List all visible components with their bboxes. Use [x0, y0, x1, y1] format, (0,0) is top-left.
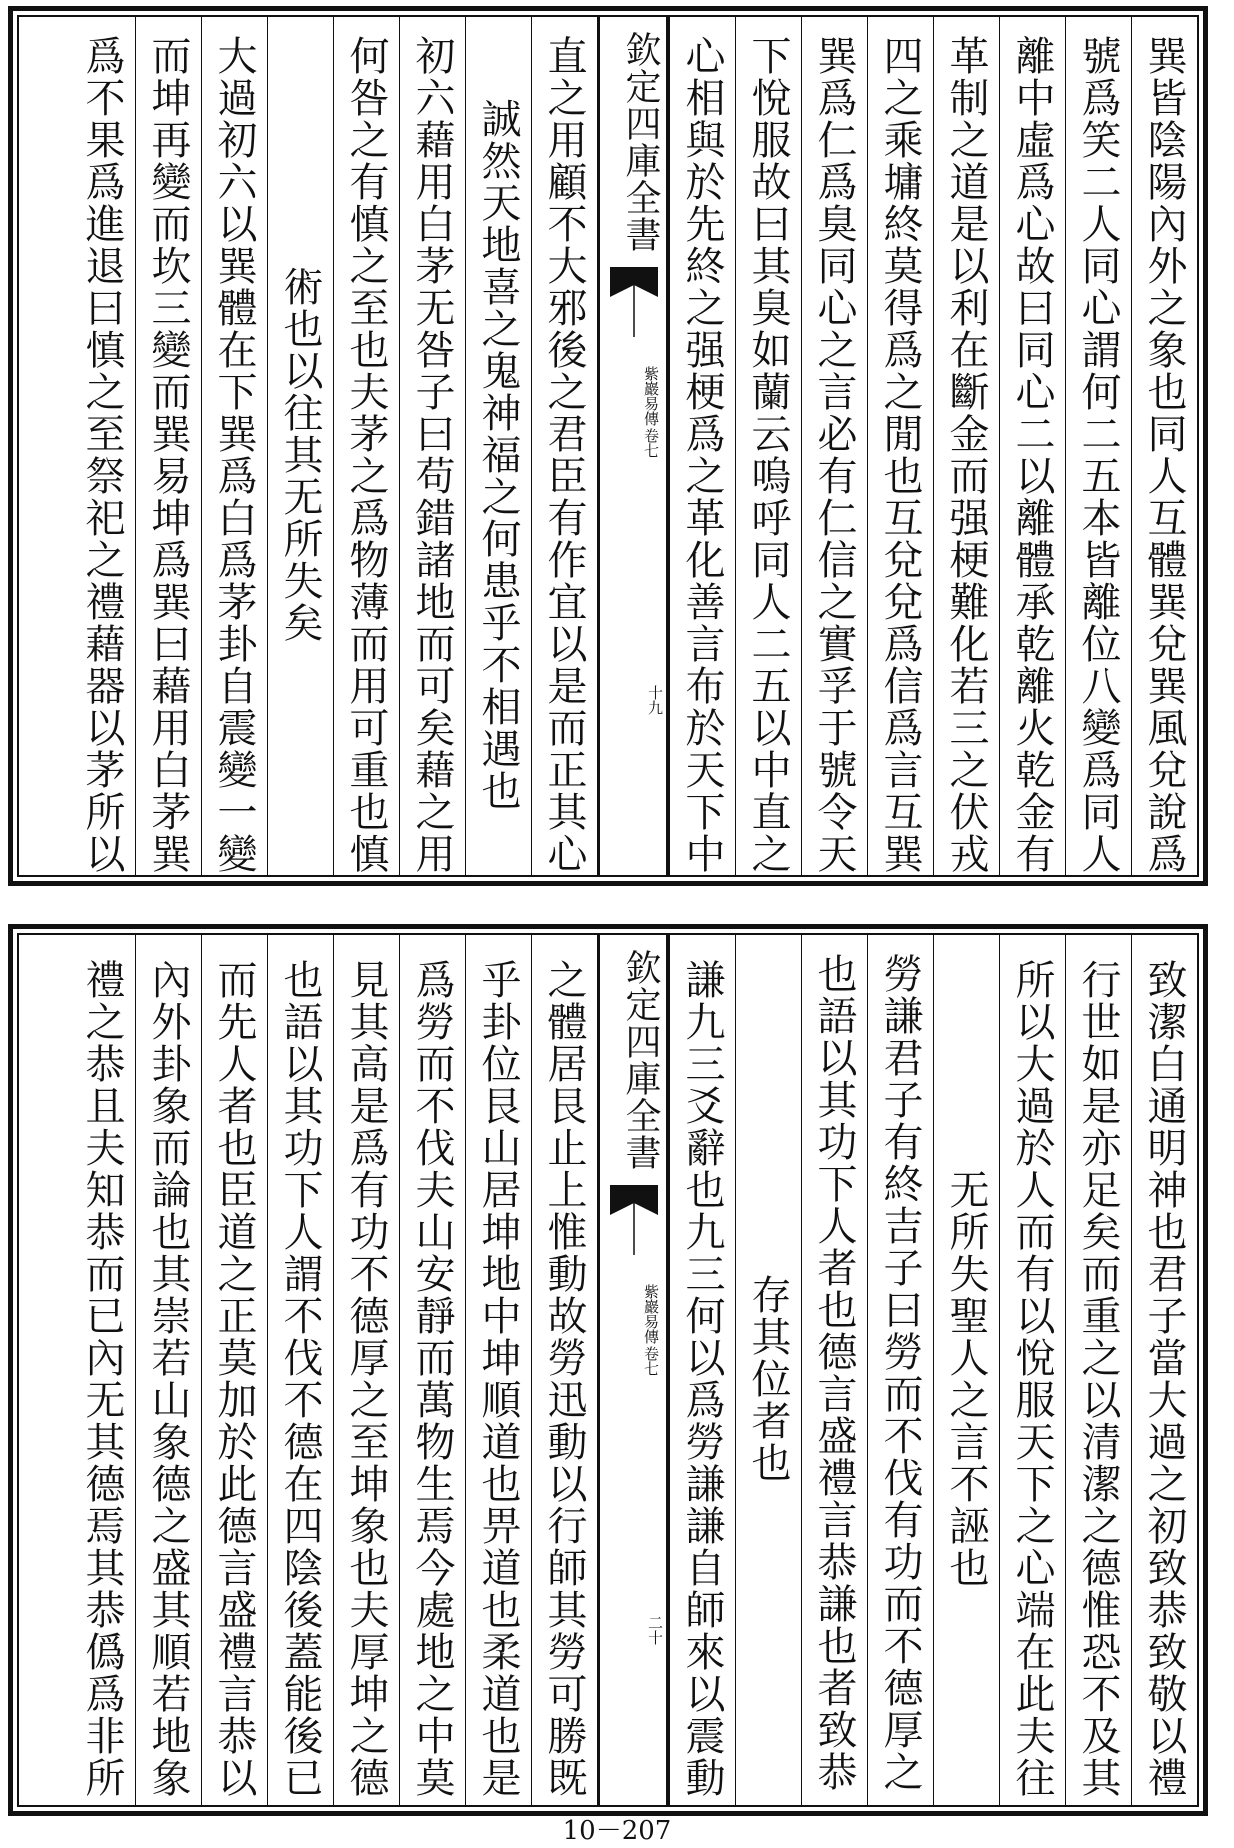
volume-label: 卷七 [642, 1346, 660, 1376]
column-text: 勞謙君子有終吉子曰勞而不伐有功而不德厚之 [877, 953, 923, 1793]
lower-page-frame [17, 933, 1199, 1807]
text-column [399, 17, 465, 875]
column-text: 所以大過於人而有以悅服天下之心端在此夫往 [1009, 959, 1055, 1799]
column-text: 術也以往其无所失矣 [277, 266, 323, 644]
column-text: 心相與於先終之强梗爲之革化善言布於天下中 [679, 35, 725, 875]
text-column [399, 935, 465, 1805]
text-column [135, 17, 201, 875]
footer-page-number: 10－207 [562, 1816, 672, 1846]
column-text: 內外卦象而論也其崇若山象德之盛其順若地象 [145, 959, 191, 1799]
upper-page-columns [19, 17, 1197, 875]
text-column [267, 935, 333, 1805]
text-column [801, 17, 867, 875]
column-text: 離中虛爲心故曰同心二以離體承乾離火乾金有 [1009, 35, 1055, 875]
column-text: 誠然天地喜之鬼神福之何患乎不相遇也 [475, 98, 521, 812]
column-text: 也語以其功下人者也德言盛禮言恭謙也者致恭 [811, 953, 857, 1793]
text-column [201, 935, 267, 1805]
fish-tail-mark-icon [610, 1185, 658, 1255]
text-column [999, 17, 1065, 875]
column-text: 初六藉用白茅无咎子曰苟錯諸地而可矣藉之用 [409, 35, 455, 875]
leaf-number: 十九 [646, 685, 664, 715]
text-column [867, 935, 933, 1805]
text-column [669, 935, 735, 1805]
text-column [333, 935, 399, 1805]
text-column [531, 17, 597, 875]
text-column [735, 935, 801, 1805]
column-text: 四之乘墉終莫得爲之閒也互兌兌爲信爲言互巽 [877, 35, 923, 875]
column-text: 而坤再變而坎三變而巽易坤爲巽曰藉用白茅巽 [145, 35, 191, 875]
lower-page [8, 924, 1208, 1816]
upper-page-frame [17, 15, 1199, 877]
text-column [69, 935, 135, 1805]
text-column [135, 935, 201, 1805]
column-text: 巽皆陰陽內外之象也同人互體巽兌巽風兌說爲 [1141, 35, 1187, 875]
column-text: 謙九三爻辭也九三何以爲勞謙謙自師來以震動 [679, 959, 725, 1799]
text-column [267, 17, 333, 875]
center-gutter [597, 935, 669, 1805]
fish-tail-mark-icon [610, 267, 658, 337]
column-text: 之體居艮止上惟動故勞迅動以行師其勞可勝既 [541, 959, 587, 1799]
text-column [69, 17, 135, 875]
column-text: 爲不果爲進退曰慎之至祭祀之禮藉器以茅所以 [79, 35, 125, 875]
column-text: 革制之道是以利在斷金而强梗難化若三之伏戎 [943, 35, 989, 875]
column-text: 也語以其功下人謂不伐不德在四陰後蓋能後已 [277, 959, 323, 1799]
leaf-number: 二十 [646, 1615, 664, 1645]
column-text: 致潔白通明神也君子當大過之初致恭致敬以禮 [1141, 959, 1187, 1799]
column-text: 而先人者也臣道之正莫加於此德言盛禮言恭以 [211, 959, 257, 1799]
text-column [801, 935, 867, 1805]
book-title: 欽定四庫全書 [620, 31, 661, 253]
text-column [531, 935, 597, 1805]
lower-page-columns [19, 935, 1197, 1805]
text-column [1131, 17, 1197, 875]
subtitle-line: 紫巖易傳 [642, 1284, 660, 1344]
column-text: 乎卦位艮山居坤地中坤順道也畀道也柔道也是 [475, 959, 521, 1799]
text-column [933, 935, 999, 1805]
text-column [867, 17, 933, 875]
upper-page [8, 6, 1208, 886]
column-text: 行世如是亦足矣而重之以清潔之德惟恐不及其 [1075, 959, 1121, 1799]
text-column [201, 17, 267, 875]
text-column [465, 17, 531, 875]
column-text: 存其位者也 [745, 1274, 791, 1484]
column-text: 爲勞而不伐夫山安靜而萬物生焉今處地之中莫 [409, 959, 455, 1799]
book-subtitle [606, 1265, 660, 1395]
column-text: 无所失聖人之言不誣也 [943, 1169, 989, 1589]
column-text: 巽爲仁爲臭同心之言必有仁信之實孚于號令天 [811, 35, 857, 875]
book-title: 欽定四庫全書 [620, 949, 661, 1171]
text-column [1065, 17, 1131, 875]
column-text: 下悅服故曰其臭如蘭云嗚呼同人二五以中直之 [745, 35, 791, 875]
column-text: 大過初六以巽體在下巽爲白爲茅卦自震變一變 [211, 35, 257, 875]
text-column [1065, 935, 1131, 1805]
book-subtitle [606, 347, 660, 477]
text-column [333, 17, 399, 875]
center-gutter [597, 17, 669, 875]
column-text: 直之用顧不大邪後之君臣有作宜以是而正其心 [541, 35, 587, 875]
text-column [669, 17, 735, 875]
text-column [999, 935, 1065, 1805]
column-text: 見其高是爲有功不德厚之至坤象也夫厚坤之德 [343, 959, 389, 1799]
text-column [933, 17, 999, 875]
text-column [735, 17, 801, 875]
text-column [1131, 935, 1197, 1805]
volume-label: 卷七 [642, 428, 660, 458]
column-text: 何咎之有慎之至也夫茅之爲物薄而用可重也慎 [343, 35, 389, 875]
text-column [465, 935, 531, 1805]
subtitle-line: 紫巖易傳 [642, 366, 660, 426]
column-text: 禮之恭且夫知恭而已內无其德焉其恭僞爲非所 [79, 959, 125, 1799]
column-text: 號爲笑二人同心謂何二五本皆離位八變爲同人 [1075, 35, 1121, 875]
